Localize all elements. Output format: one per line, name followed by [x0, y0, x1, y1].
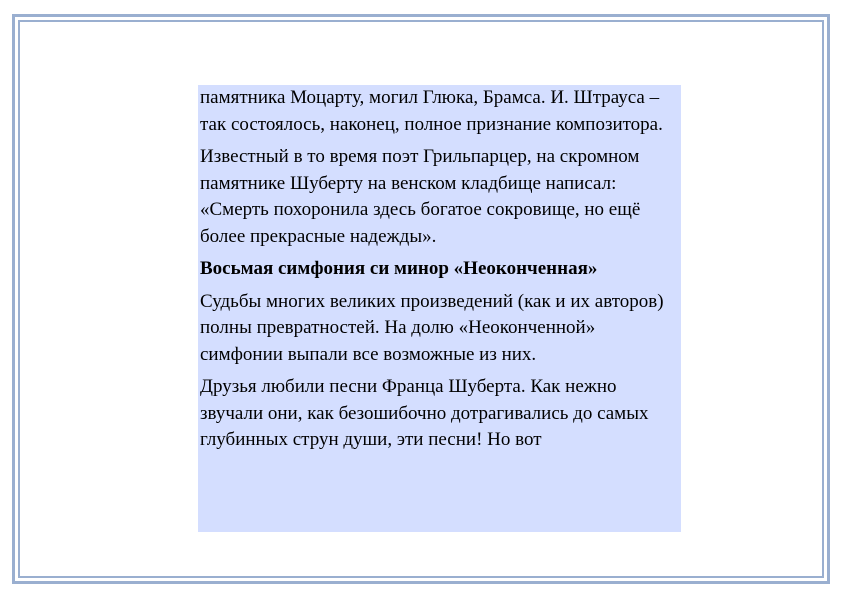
section-heading: Восьмая симфония си минор «Неоконченная» — [200, 258, 598, 279]
paragraph-friends-songs: Друзья любили песни Франца Шуберта. Как нежно звучали они, как безошибочно дотрагивались до самых глубинных струн души, эти песни! Но вот — [200, 376, 649, 450]
paragraph-grillparzer-epitaph: Известный в то время поэт Грильпарцер, на скромном памятнике Шуберту на венском кладбище написал: «Смерть похоронила здесь богатое сокровище, но ещё более прекрасные надежды». — [200, 146, 641, 247]
paragraph-fates-of-works: Судьбы многих великих произведений (как и их авторов) полны превратностей. На долю «Неоконченной» симфонии выпали все возможные из них. — [200, 290, 664, 365]
text-box — [198, 85, 681, 532]
paragraph-recognition: памятника Моцарту, могил Глюка, Брамса. И. Штрауса – так состоялось, наконец, полное признание композитора. — [200, 87, 663, 135]
